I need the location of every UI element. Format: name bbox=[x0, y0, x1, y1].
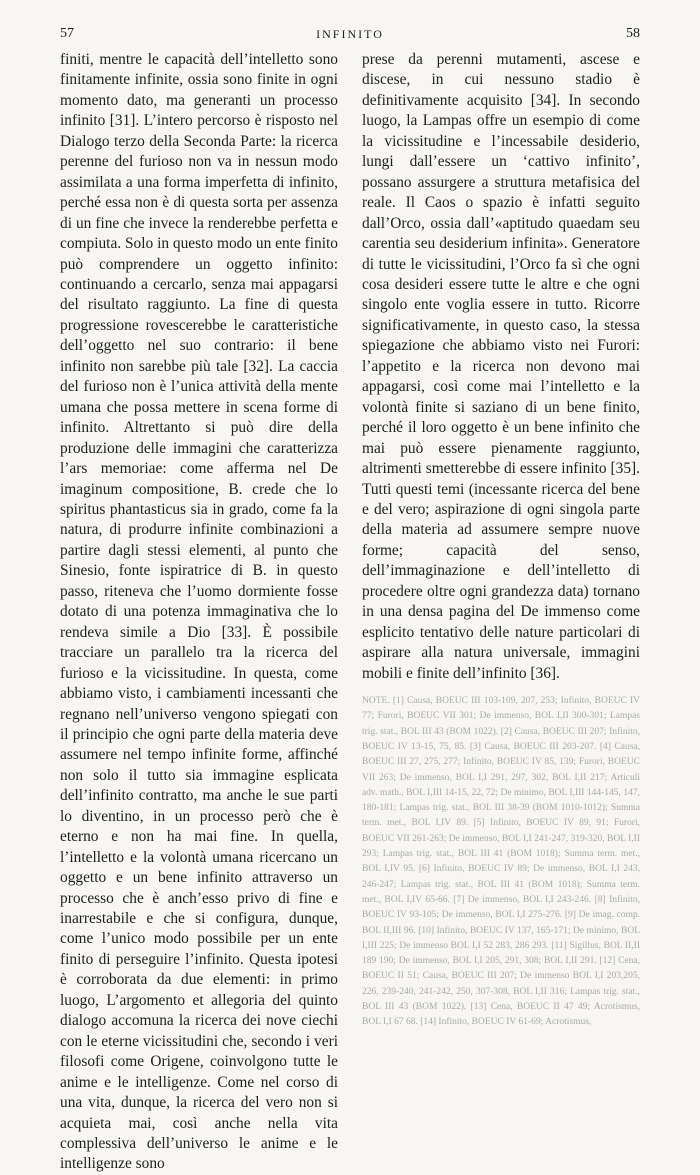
right-column-text: prese da perenni mutamenti, ascese e discese, in cui nessuno stadio è definitivamente acquisito [34]. In secondo luogo, la Lampas offre un esempio di come la vicissitudine e l’incessabile desiderio, lungi dall’essere un ‘cattivo infinito’, possano assurgere a struttura metafisica del reale. Il Caos o spazio è infatti seguito dall’Orco, ossia dall’«aptitudo quaedam seu carentia seu desiderium infinita». Generatore di tutte le vicissitudini, l’Orco fa sì che ogni cosa desideri essere tutte le altre e che ogni singolo ente voglia essere in tutto. Ricorre significativamente, in questo caso, la stessa spiegazione che abbiamo visto nei Furori: l’appetito e la ricerca non devono mai appagarsi, così come mai l’intelletto e la volontà finite si saziano di un bene finito, perché il loro oggetto è un bene infinito che mai può essere pienamente raggiunto, altrimenti smetterebbe di essere infinito [35]. Tutti questi temi (incessante ricerca del bene e del vero; aspirazione di ogni singola parte della materia ad assumere sempre nuove forme; capacità del senso, dell’immaginazione e dell’intelletto di procedere oltre ogni grandezza data) tornano in una densa pagina del De immenso come esplicito tentativo delle nature particolari di aspirare alla natura universale, immagini mobili e finite dell’infinito [36]. bbox=[362, 51, 640, 682]
left-column-text: finiti, mentre le capacità dell’intelletto sono finitamente infinite, ossia sono finite in ogni momento dato, ma generanti un processo infinito [31]. L’intero percorso è risposto nel Dialogo terzo della Seconda Parte: la ricerca perenne del furioso non va in nessun modo assimilata a una forma imperfetta di infinito, perché essa non è di questa sorta per assenza di un fine che invece la renderebbe perfetta e compiuta. Solo in questo modo un ente finito può comprendere un oggetto infinito: continuando a cercarlo, senza mai appagarsi del risultato raggiunto. La fine di questa progressione rovescerebbe le caratteristiche dell’oggetto nel suo contrario: il bene infinito non sarebbe più tale [32]. La caccia del furioso non è l’unica attività della mente umana che possa mettere in scena forme di infinito. Altrettanto si può dire della produzione delle immagini che caratterizza l’ars memoriae: come afferma nel De imaginum compositione, B. crede che lo spiritus phantasticus sia in grado, come fa la natura, di produrre infinite combinazioni a partire dagli stessi elementi, al punto che Sinesio, fonte ispiratrice di B. in questo passo, riteneva che l’uomo dormiente fosse dotato di una potenza immaginativa che lo rendeva simile a Dio [33]. È possibile tracciare un parallelo tra la ricerca del furioso e la vicissitudine. In questa, come abbiamo visto, i cambiamenti incessanti che regnano nell’universo vengono spiegati con il principio che ogni parte della materia deve assumere nel tempo infinite forme, affinché non solo il tutto sia immagine esplicata dell’infinito contratto, ma anche le sue parti lo diventino, in un processo però che è eterno e non ha mai fine. In quella, l’intelletto e la volontà umana ricercano un oggetto e un bene infinito attraverso un processo che è anch’esso privo di fine e inarrestabile e che si configura, dunque, come l’unico modo possibile per un ente finito di perseguire l’infinito. Questa ipotesi è corroborata da due elementi: in primo luogo, L’argomento et allegoria del quinto dialogo accomuna la ricerca dei nove ciechi con le eterne vicissitudini che, secondo i veri filosofi come Origene, coinvolgono tutte le anime e le intelligenze. Come nel corso di una vita, dunque, la ricerca del vero non si acquieta mai, così anche nella vita complessiva dell’universo le anime e le intelligenze sono bbox=[60, 51, 338, 1173]
left-column bbox=[60, 50, 338, 1175]
running-header bbox=[60, 26, 640, 46]
right-column bbox=[362, 50, 640, 1031]
page-number-left: 57 bbox=[60, 26, 74, 41]
running-title: INFINITO bbox=[316, 27, 384, 41]
page-number-right: 58 bbox=[626, 26, 640, 41]
footnotes bbox=[362, 694, 640, 1031]
footnotes-text: NOTE. [1] Causa, BOEUC III 103-109, 207, 253; Infinito, BOEUC IV 77; Furori, BOEUC VII 301; De immenso, BOL I,II 300-301; Lampas trig. stat., BOL III 43 (BOM 1022). [2] Causa, BOEUC III 207; Infinito, BOEUC IV 13-15, 75, 85. [3] Causa, BOEUC III 203-207. [4] Causa, BOEUC III 27, 275, 277; Infinito, BOEUC IV 85, 139; Furori, BOEUC VII 263; De immenso, BOL I,I 291, 297, 302, BOL I,II 217; Articuli adv. math., BOL I,III 14-15, 22, 72; De minimo, BOL I,III 144-145, 147, 180-181; Lampas trig. stat., BOL III 38-39 (BOM 1010-1012); Summa term. met., BOL I,IV 89. [5] Infinito, BOEUC IV 89, 91; Furori, BOEUC VII 261-263; De immenso, BOL I,I 241-247, 319-320, BOL I,II 293; Lampas trig. stat., BOL III 41 (BOM 1018); Summa term. met., BOL I,IV 95. [6] Infinito, BOEUC IV 89; De immenso, BOL I,I 243, 246-247; Lampas trig. stat., BOL III 41 (BOM 1018); Summa term. met., BOL I,IV 65-66. [7] De immenso, BOL I,I 243-246. [8] Infinito, BOEUC IV 93-105; De immenso, BOL I,I 275-276. [9] De imag. comp. BOL II,III 96. [10] Infinito, BOEUC IV 137, 165-171; De minimo, BOL I,III 225; De immenso BOL I,I 52 283, 286 293. [11] Sigillus, BOL II,II 189 190; De immenso, BOL I,I 205, 291, 308; BOL I,II 291. [12] Cena, BOEUC II 51; Causa, BOEUC III 207; De immenso BOL I,I 203,205, 226, 239-240, 241-242, 250, 307-308, BOL I,II 316; Lampas trig. stat., BOL III 43 (BOM 1022). [13] Cena, BOEUC II 47 49; Acrotismus, BOL I,I 67 68. [14] Infinito, BOEUC IV 61-69; Acrotismus, bbox=[362, 696, 640, 1028]
